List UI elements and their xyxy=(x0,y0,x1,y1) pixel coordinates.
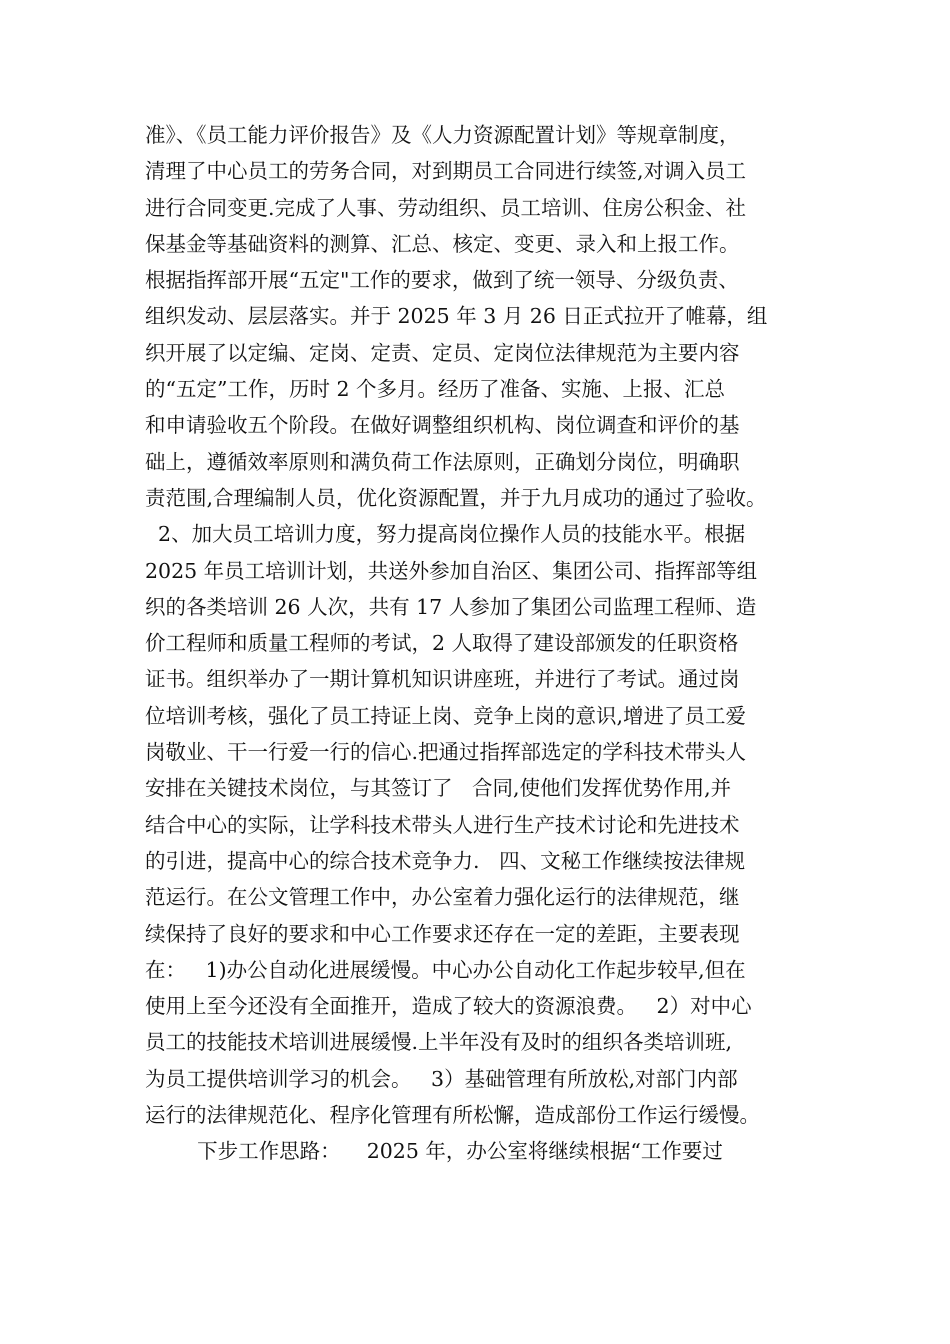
text-line: 的“五定”工作，历时 2 个多月。经历了准备、实施、上报、汇总 xyxy=(145,377,726,402)
text-line: 下步工作思路： 2025 年，办公室将继续根据“工作要过 xyxy=(145,1139,723,1164)
text-line: 责范围,合理编制人员，优化资源配置，并于九月成功的通过了验收。 xyxy=(145,485,767,510)
body-text xyxy=(145,117,825,1170)
text-line: 在： 1)办公自动化进展缓慢。中心办公自动化工作起步较早,但在 xyxy=(145,957,746,982)
text-line: 范运行。在公文管理工作中，办公室着力强化运行的法律规范，继 xyxy=(145,885,740,910)
text-line: 组织发动、层层落实。并于 2025 年 3 月 26 日正式拉开了帷幕，组 xyxy=(145,304,768,329)
text-line: 价工程师和质量工程师的考试，2 人取得了建设部颁发的任职资格 xyxy=(145,631,739,656)
text-line: 结合中心的实际，让学科技术带头人进行生产技术讨论和先进技术 xyxy=(145,812,740,837)
text-line: 根据指挥部开展“五定"工作的要求，做到了统一领导、分级负责、 xyxy=(145,268,739,293)
text-line: 2、加大员工培训力度，努力提高岗位操作人员的技能水平。根据 xyxy=(145,522,746,547)
text-line: 使用上至今还没有全面推开，造成了较大的资源浪费。 2）对中心 xyxy=(145,994,752,1019)
text-line: 位培训考核，强化了员工持证上岗、竞争上岗的意识,增进了员工爱 xyxy=(145,703,747,728)
text-line: 为员工提供培训学习的机会。 3）基础管理有所放松,对部门内部 xyxy=(145,1066,738,1091)
text-line: 进行合同变更.完成了人事、劳动组织、员工培训、住房公积金、社 xyxy=(145,195,747,220)
text-line: 清理了中心员工的劳务合同，对到期员工合同进行续签,对调入员工 xyxy=(145,159,747,184)
text-line: 础上，遵循效率原则和满负荷工作法原则，正确划分岗位，明确职 xyxy=(145,449,740,474)
text-line: 准》、《员工能力评价报告》及《人力资源配置计划》等规章制度， xyxy=(145,123,740,147)
text-line: 的引进，提高中心的综合技术竞争力. 四、文秘工作继续按法律规 xyxy=(145,848,746,873)
text-line: 织开展了以定编、定岗、定责、定员、定岗位法律规范为主要内容 xyxy=(145,340,740,365)
text-line: 安排在关键技术岗位，与其签订了 合同,使他们发挥优势作用,并 xyxy=(145,776,732,801)
text-line: 续保持了良好的要求和中心工作要求还存在一定的差距，主要表现 xyxy=(145,921,740,946)
text-line: 运行的法律规范化、程序化管理有所松懈，造成部份工作运行缓慢。 xyxy=(145,1103,760,1128)
text-line: 2025 年员工培训计划，共送外参加自治区、集团公司、指挥部等组 xyxy=(145,558,758,583)
text-line: 证书。组织举办了一期计算机知识讲座班，并进行了考试。通过岗 xyxy=(145,667,740,692)
text-line: 织的各类培训 26 人次，共有 17 人参加了集团公司监理工程师、造 xyxy=(145,594,757,619)
text-line: 员工的技能技术培训进展缓慢.上半年没有及时的组织各类培训班, xyxy=(145,1030,733,1055)
text-line: 岗敬业、干一行爱一行的信心.把通过指挥部选定的学科技术带头人 xyxy=(145,740,747,765)
text-line: 和申请验收五个阶段。在做好调整组织机构、岗位调查和评价的基 xyxy=(145,413,740,438)
text-line: 保基金等基础资料的测算、汇总、核定、变更、录入和上报工作。 xyxy=(145,231,740,256)
